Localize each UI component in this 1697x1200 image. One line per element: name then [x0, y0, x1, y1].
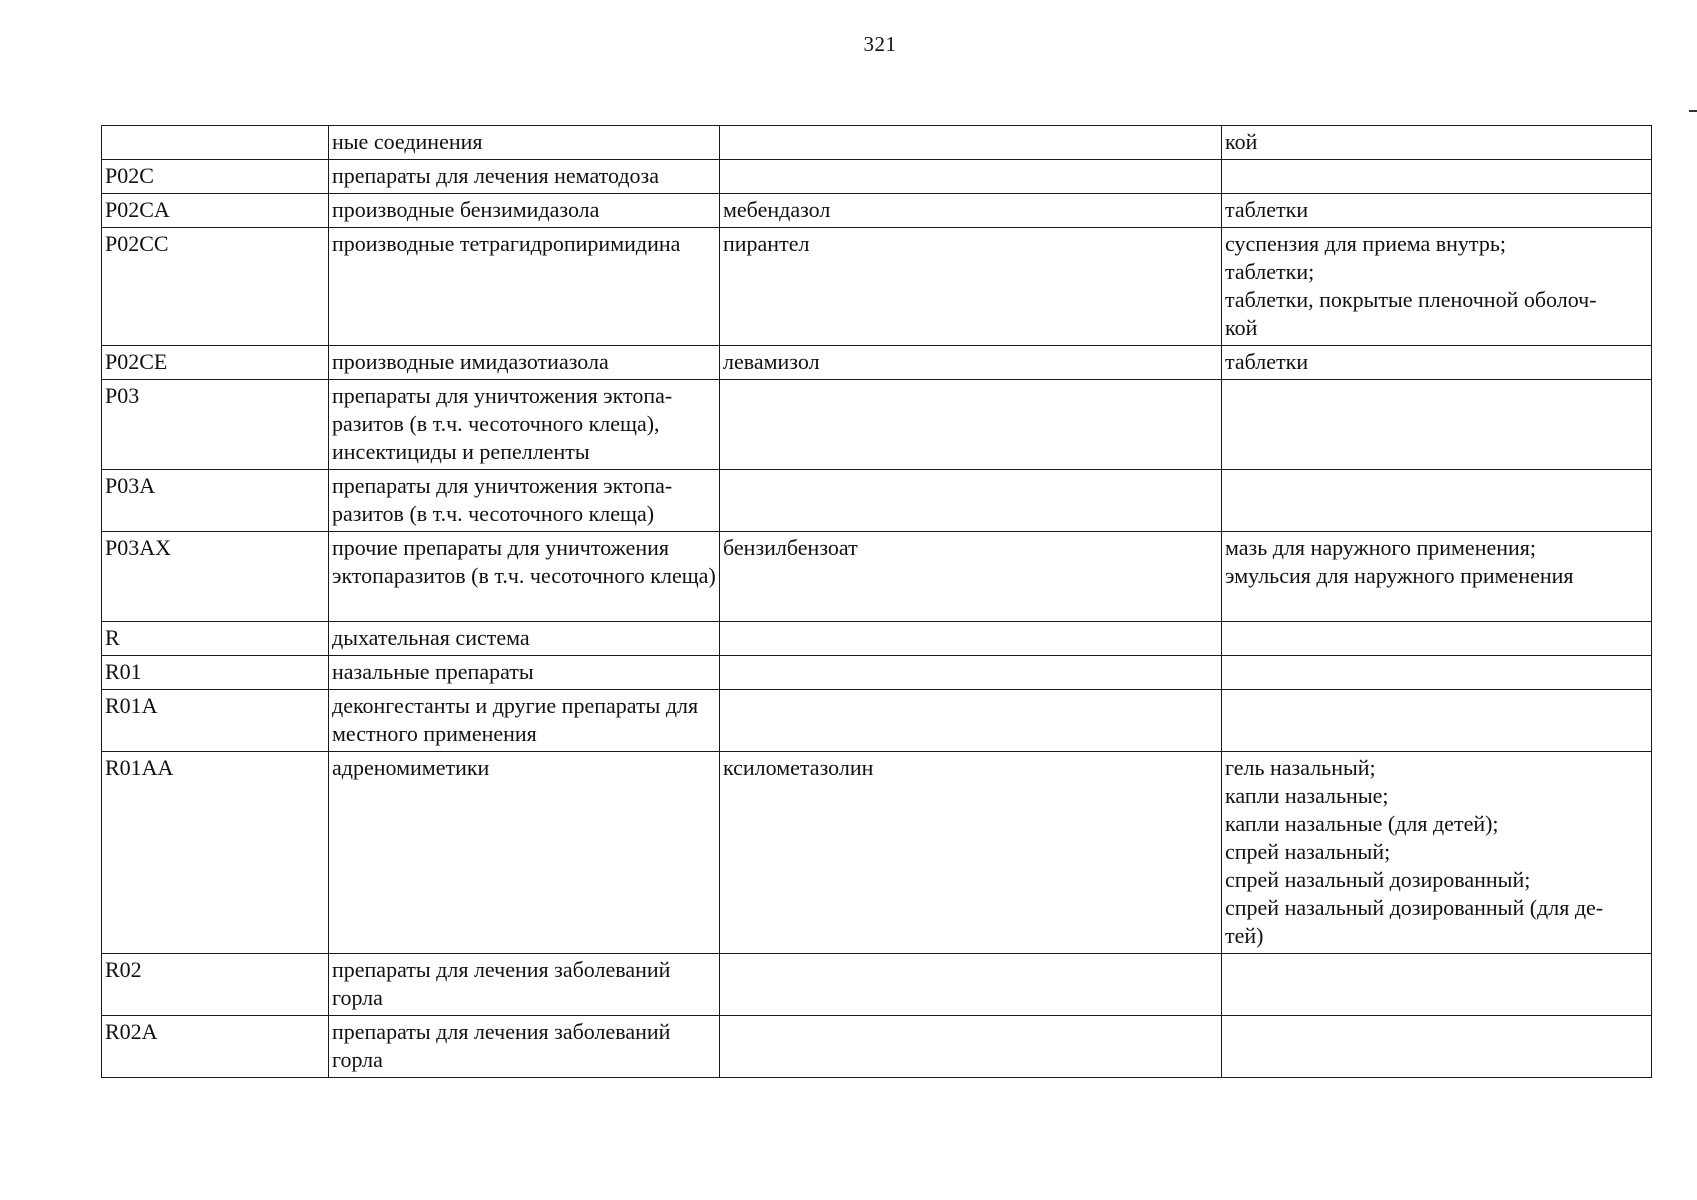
dosage-form-line: гель назальный; — [1225, 755, 1376, 780]
table-row — [102, 380, 1652, 470]
anatomical-therapeutic-group-cell: производные тетрагидропиримидина — [329, 228, 720, 346]
anatomical-therapeutic-group-cell: препараты для лечения нематодоза — [329, 160, 720, 194]
dosage-forms-cell — [1222, 346, 1652, 380]
dosage-form-line: суспензия для приема внутрь; — [1225, 231, 1506, 256]
anatomical-therapeutic-group-cell: ные соединения — [329, 126, 720, 160]
page-edge-mark — [1689, 110, 1697, 112]
dosage-forms-cell — [1222, 954, 1652, 1016]
atc-code-cell: R01 — [102, 656, 329, 690]
table-row — [102, 622, 1652, 656]
dosage-forms-cell — [1222, 228, 1652, 346]
drug-name-cell — [720, 1016, 1222, 1078]
dosage-forms-cell — [1222, 126, 1652, 160]
drug-name-cell — [720, 690, 1222, 752]
dosage-forms-cell — [1222, 532, 1652, 622]
atc-code-cell: R — [102, 622, 329, 656]
anatomical-therapeutic-group-cell: назальные препараты — [329, 656, 720, 690]
table-row — [102, 656, 1652, 690]
dosage-form-line: эмульсия для наружного применения — [1225, 563, 1574, 588]
atc-code-cell — [102, 126, 329, 160]
drug-name-cell — [720, 622, 1222, 656]
atc-code-cell: P02C — [102, 160, 329, 194]
atc-code-cell: P02CC — [102, 228, 329, 346]
dosage-form-line: капли назальные (для детей); — [1225, 811, 1499, 836]
atc-code-cell: R02A — [102, 1016, 329, 1078]
anatomical-therapeutic-group-cell: дыхательная система — [329, 622, 720, 656]
dosage-form-line: кой — [1225, 315, 1258, 340]
drug-name-cell: мебендазол — [720, 194, 1222, 228]
table-row — [102, 160, 1652, 194]
drug-name-cell — [720, 160, 1222, 194]
dosage-forms-cell — [1222, 1016, 1652, 1078]
dosage-forms-cell — [1222, 622, 1652, 656]
dosage-form-line: таблетки — [1225, 349, 1309, 374]
atc-code-cell: R01A — [102, 690, 329, 752]
table-row — [102, 194, 1652, 228]
drug-name-cell: бензилбензоат — [720, 532, 1222, 622]
drug-name-cell: левамизол — [720, 346, 1222, 380]
dosage-form-line: таблетки — [1225, 197, 1309, 222]
dosage-forms-cell — [1222, 656, 1652, 690]
table-row — [102, 346, 1652, 380]
drug-name-cell: пирантел — [720, 228, 1222, 346]
atc-code-cell: R02 — [102, 954, 329, 1016]
dosage-forms-cell — [1222, 194, 1652, 228]
drug-name-cell — [720, 656, 1222, 690]
drug-name-cell: ксилометазолин — [720, 752, 1222, 954]
dosage-form-line: мазь для наружного применения; — [1225, 535, 1537, 560]
drug-name-cell — [720, 126, 1222, 160]
dosage-forms-cell — [1222, 752, 1652, 954]
atc-code-cell: P03 — [102, 380, 329, 470]
dosage-forms-cell — [1222, 690, 1652, 752]
atc-code-cell: P02CA — [102, 194, 329, 228]
anatomical-therapeutic-group-cell: препараты для уничтожения эктопа-разитов (в т.ч. чесоточного клеща), инсектициды и репелленты — [329, 380, 720, 470]
drug-name-cell — [720, 470, 1222, 532]
table-body — [102, 126, 1652, 1078]
dosage-form-line: тей) — [1225, 923, 1264, 948]
dosage-form-line: спрей назальный дозированный; — [1225, 867, 1531, 892]
dosage-form-line: капли назальные; — [1225, 783, 1389, 808]
atc-code-cell: P03AX — [102, 532, 329, 622]
atc-code-cell: P02CE — [102, 346, 329, 380]
table-row — [102, 126, 1652, 160]
table-row — [102, 690, 1652, 752]
dosage-form-line: таблетки, покрытые пленочной оболоч- — [1225, 287, 1597, 312]
dosage-forms-cell — [1222, 380, 1652, 470]
table-row — [102, 752, 1652, 954]
anatomical-therapeutic-group-cell: прочие препараты для уничтожения эктопаразитов (в т.ч. чесоточного клеща) — [329, 532, 720, 622]
anatomical-therapeutic-group-cell: препараты для лечения заболеваний горла — [329, 954, 720, 1016]
dosage-form-line: спрей назальный дозированный (для де- — [1225, 895, 1604, 920]
dosage-form-line: кой — [1225, 129, 1258, 154]
anatomical-therapeutic-group-cell: производные имидазотиазола — [329, 346, 720, 380]
dosage-form-line: спрей назальный; — [1225, 839, 1391, 864]
anatomical-therapeutic-group-cell: деконгестанты и другие препараты для местного применения — [329, 690, 720, 752]
dosage-form-line: таблетки; — [1225, 259, 1315, 284]
atc-classification-table — [101, 125, 1652, 1078]
table-row — [102, 954, 1652, 1016]
table-row — [102, 532, 1652, 622]
table-row — [102, 1016, 1652, 1078]
page-number: 321 — [863, 32, 897, 56]
dosage-forms-cell — [1222, 470, 1652, 532]
table-row — [102, 228, 1652, 346]
drug-name-cell — [720, 954, 1222, 1016]
anatomical-therapeutic-group-cell: адреномиметики — [329, 752, 720, 954]
anatomical-therapeutic-group-cell: препараты для уничтожения эктопа-разитов (в т.ч. чесоточного клеща) — [329, 470, 720, 532]
atc-code-cell: P03A — [102, 470, 329, 532]
dosage-forms-cell — [1222, 160, 1652, 194]
table-row — [102, 470, 1652, 532]
anatomical-therapeutic-group-cell: производные бензимидазола — [329, 194, 720, 228]
atc-code-cell: R01AA — [102, 752, 329, 954]
drug-name-cell — [720, 380, 1222, 470]
anatomical-therapeutic-group-cell: препараты для лечения заболеваний горла — [329, 1016, 720, 1078]
